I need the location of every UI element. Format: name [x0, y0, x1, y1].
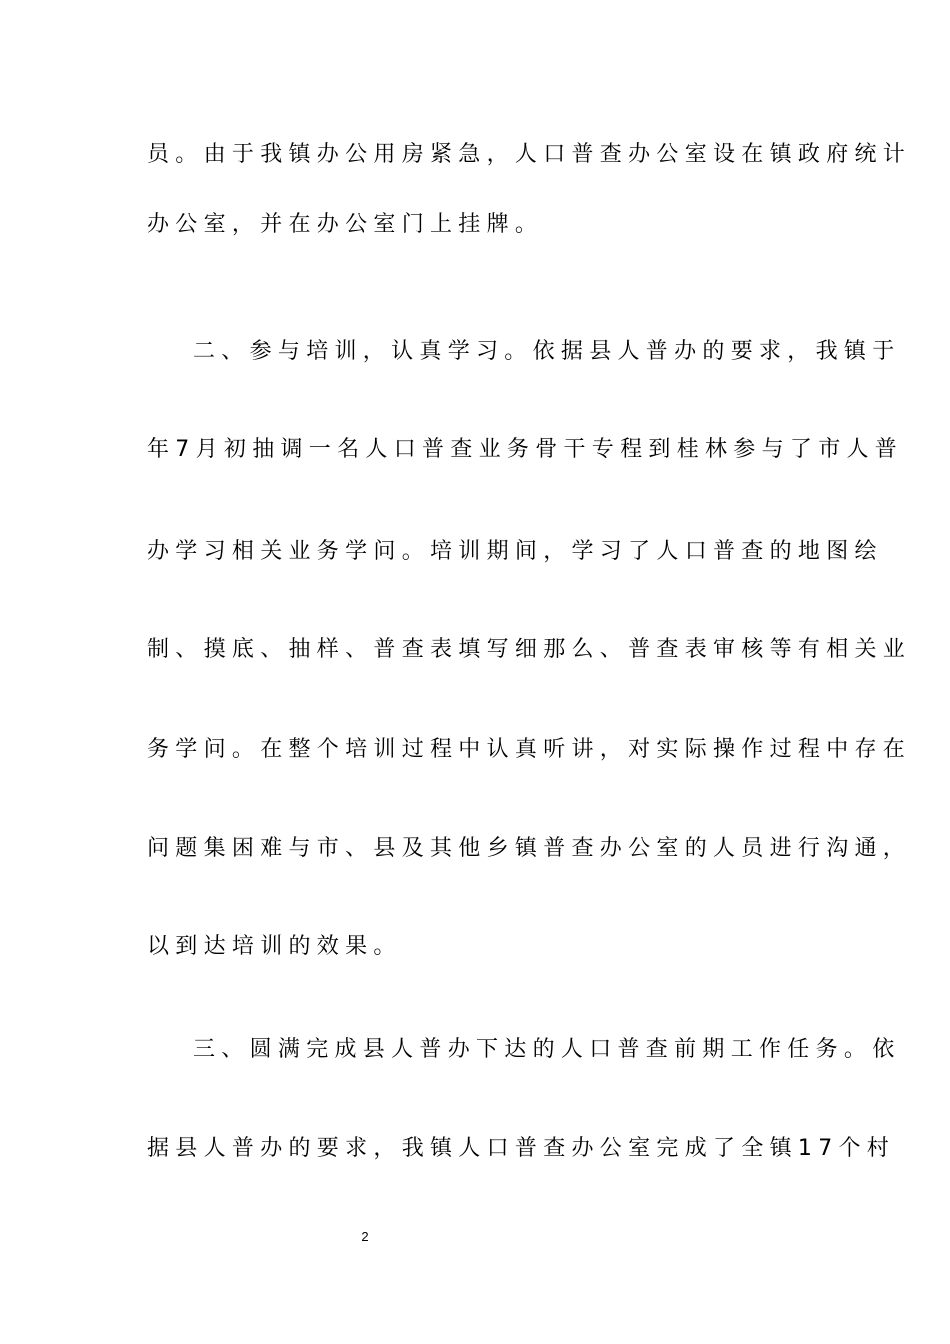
body-text-line-6: 制、摸底、抽样、普查表填写细那么、普查表审核等有相关业: [147, 637, 912, 662]
body-text-line-4: 年7月初抽调一名人口普查业务骨干专程到桂林参与了市人普: [147, 437, 904, 462]
section-two-heading-line: 二、参与培训，认真学习。依据县人普办的要求，我镇于: [193, 339, 901, 364]
section-three-heading-line: 三、圆满完成县人普办下达的人口普查前期工作任务。依: [193, 1037, 901, 1062]
body-text-line-5: 办学习相关业务学问。培训期间，学习了人口普查的地图绘: [147, 539, 883, 564]
body-text-line-1: 员。由于我镇办公用房紧急，人口普查办公室设在镇政府统计: [147, 142, 912, 167]
body-text-line-11: 据县人普办的要求，我镇人口普查办公室完成了全镇17个村: [147, 1136, 896, 1161]
body-text-line-7: 务学问。在整个培训过程中认真听讲，对实际操作过程中存在: [147, 737, 912, 762]
body-text-line-8: 问题集困难与市、县及其他乡镇普查办公室的人员进行沟通，: [147, 836, 912, 861]
body-text-line-2: 办公室，并在办公室门上挂牌。: [147, 212, 544, 237]
body-text-line-9: 以到达培训的效果。: [147, 934, 402, 959]
page-number: 2: [361, 1229, 369, 1244]
